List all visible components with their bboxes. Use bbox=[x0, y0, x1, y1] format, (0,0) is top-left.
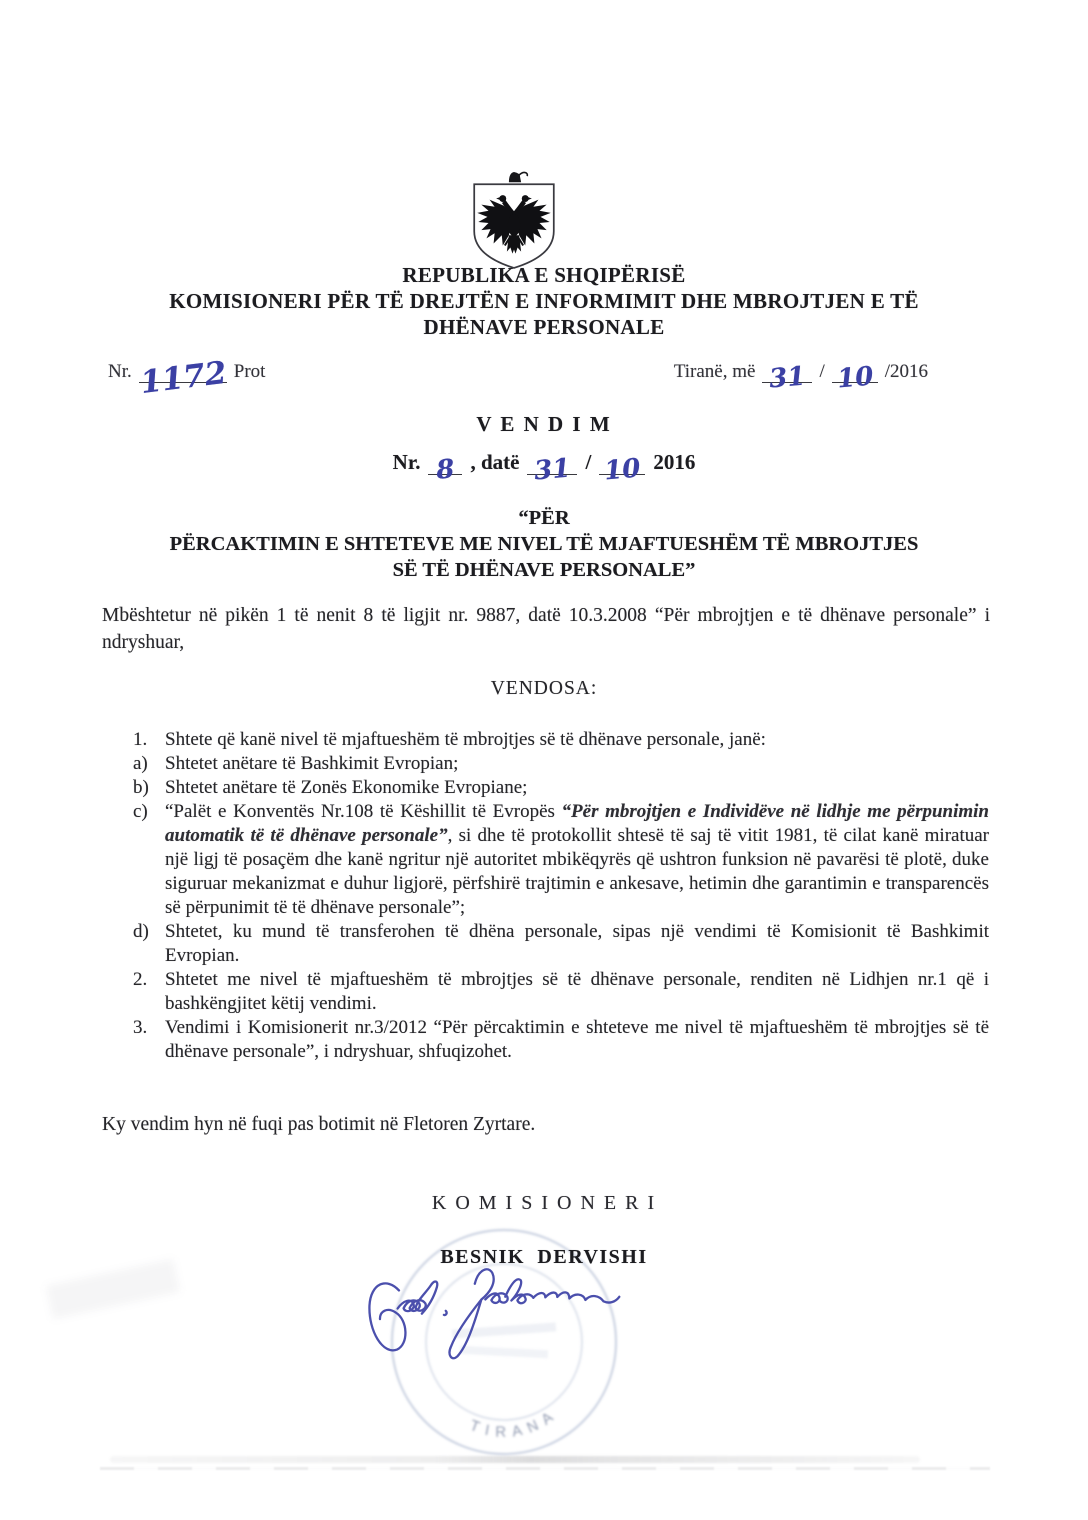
protocol-number bbox=[108, 354, 266, 402]
preamble-paragraph: Mbështetur në pikën 1 të nenit 8 të ligjit nr. 9887, datë 10.3.2008 “Për mbrojtjen e të dhënave personale” i ndryshuar, bbox=[102, 605, 990, 653]
decision-day-blank bbox=[527, 453, 577, 487]
list-item-text-prefix: “Palët e Konventës Nr.108 të Këshillit të Evropës bbox=[165, 801, 562, 822]
handwritten-month: 10 bbox=[835, 361, 875, 395]
list-item bbox=[133, 800, 989, 920]
signatory-name: BESNIK DERVISHI bbox=[440, 1246, 648, 1268]
decision-month-blank bbox=[599, 453, 645, 487]
list-item-text: Shtetet me nivel të mjaftueshëm të mbrojtjes së të dhënave personale, renditen në Lidhjen nr.1 që i bashkëngjitet këtij vendimi. bbox=[165, 969, 989, 1014]
subject-line1: “PËR bbox=[518, 507, 570, 529]
protocol-nr-label: Nr. bbox=[108, 361, 132, 382]
scan-artifact-line bbox=[100, 1467, 990, 1470]
list-item-text: Shtetet, ku mund të transferohen të dhëna personale, sipas një vendimi të Komisionit të Bashkimit Evropian. bbox=[165, 921, 989, 966]
svg-text:TIRANA bbox=[468, 1405, 562, 1441]
handwritten-decision-number: 8 bbox=[435, 454, 457, 486]
list-marker: a) bbox=[133, 753, 148, 774]
list-item bbox=[133, 920, 989, 968]
stamp-city-text: TIRANA bbox=[467, 1404, 562, 1441]
list-item-text: Vendimi i Komisionerit nr.3/2012 “Për përcaktimin e shteteve me nivel të mjaftueshëm të mbrojtjes së të dhënave personale”, i ndryshuar, shfuqizohet. bbox=[165, 1017, 989, 1062]
republic-title: REPUBLIKA E SHQIPËRISË bbox=[402, 263, 686, 287]
resolution-heading: VENDOSA: bbox=[490, 678, 598, 699]
list-item-text: Shtete që kanë nivel të mjaftueshëm të mbrojtjes së të dhënave personale, janë: bbox=[165, 729, 766, 750]
decision-nr-label: Nr. bbox=[392, 450, 421, 474]
handwritten-signature bbox=[356, 1247, 640, 1389]
handwritten-day: 31 bbox=[768, 361, 808, 395]
protocol-row bbox=[108, 354, 928, 402]
date-year: /2016 bbox=[884, 361, 928, 382]
decision-number-line bbox=[0, 450, 1088, 487]
decision-nr-blank bbox=[428, 454, 462, 486]
protocol-month-blank bbox=[832, 361, 878, 395]
subject-heading bbox=[0, 505, 1088, 583]
document-header bbox=[0, 262, 1088, 340]
closing-sentence: Ky vendim hyn në fuqi pas botimit në Fletoren Zyrtare. bbox=[102, 1114, 536, 1135]
protocol-date bbox=[673, 361, 928, 395]
handwritten-decision-month: 10 bbox=[603, 453, 642, 487]
protocol-day-blank bbox=[762, 361, 812, 395]
decision-year: 2016 bbox=[653, 450, 696, 474]
decision-title: V E N D I M bbox=[476, 412, 612, 436]
list-item-text-italic: “Për mbrojtjen e Individëve në lidhje me përpunimin automatik të të dhënave personale” bbox=[165, 801, 989, 846]
list-item-text-suffix: , si dhe të protokollit shtesë të saj të vitit 1981, të cilat kanë miratuar një ligj të posaçëm dhe kanë ngritur një autoritet mbikëqyrës që ushtron funksion në pavarësi të plotë, duke siguruar mekanizmat e duhur ligjorë, përfshirë trajtimin e ankesave, hetimin dhe garantimin e transparencës së përpunimit të të dhënave personale”; bbox=[165, 825, 989, 918]
institution-name-line2: DHËNAVE PERSONALE bbox=[423, 315, 665, 339]
protocol-prot-label: Prot bbox=[233, 361, 266, 382]
resolution-list bbox=[133, 728, 989, 1064]
list-item bbox=[133, 728, 989, 752]
decision-slash: / bbox=[585, 450, 592, 474]
list-marker: b) bbox=[133, 777, 149, 798]
protocol-nr-blank bbox=[138, 354, 229, 402]
list-item bbox=[133, 752, 989, 776]
date-slash: / bbox=[819, 361, 825, 382]
signatory-title: K O M I S I O N E R I bbox=[431, 1192, 657, 1214]
albanian-eagle-emblem-icon bbox=[470, 170, 558, 272]
institution-name-line1: KOMISIONERI PËR TË DREJTËN E INFORMIMIT DHE MBROJTJEN E TË bbox=[169, 289, 919, 313]
subject-line2: PËRCAKTIMIN E SHTETEVE ME NIVEL TË MJAFTUESHËM TË MBROJTJES bbox=[169, 533, 919, 555]
list-item-text: Shtetet anëtare të Zonës Ekonomike Evropiane; bbox=[165, 777, 528, 798]
list-item bbox=[133, 1016, 989, 1064]
list-marker: 2. bbox=[133, 969, 148, 990]
list-item bbox=[133, 968, 989, 1016]
subject-line3: SË TË DHËNAVE PERSONALE” bbox=[392, 559, 696, 581]
city-date-label: Tiranë, më bbox=[673, 361, 756, 382]
list-marker: 1. bbox=[133, 729, 148, 750]
list-marker: 3. bbox=[133, 1017, 148, 1038]
list-item bbox=[133, 776, 989, 800]
decision-date-label: , datë bbox=[470, 450, 520, 474]
helmet-icon bbox=[509, 172, 521, 182]
handwritten-protocol-number: 1172 bbox=[138, 354, 229, 402]
list-marker: d) bbox=[133, 921, 149, 942]
list-item-text: Shtetet anëtare të Bashkimit Evropian; bbox=[165, 753, 459, 774]
list-marker: c) bbox=[133, 801, 148, 822]
handwritten-decision-day: 31 bbox=[533, 453, 573, 487]
